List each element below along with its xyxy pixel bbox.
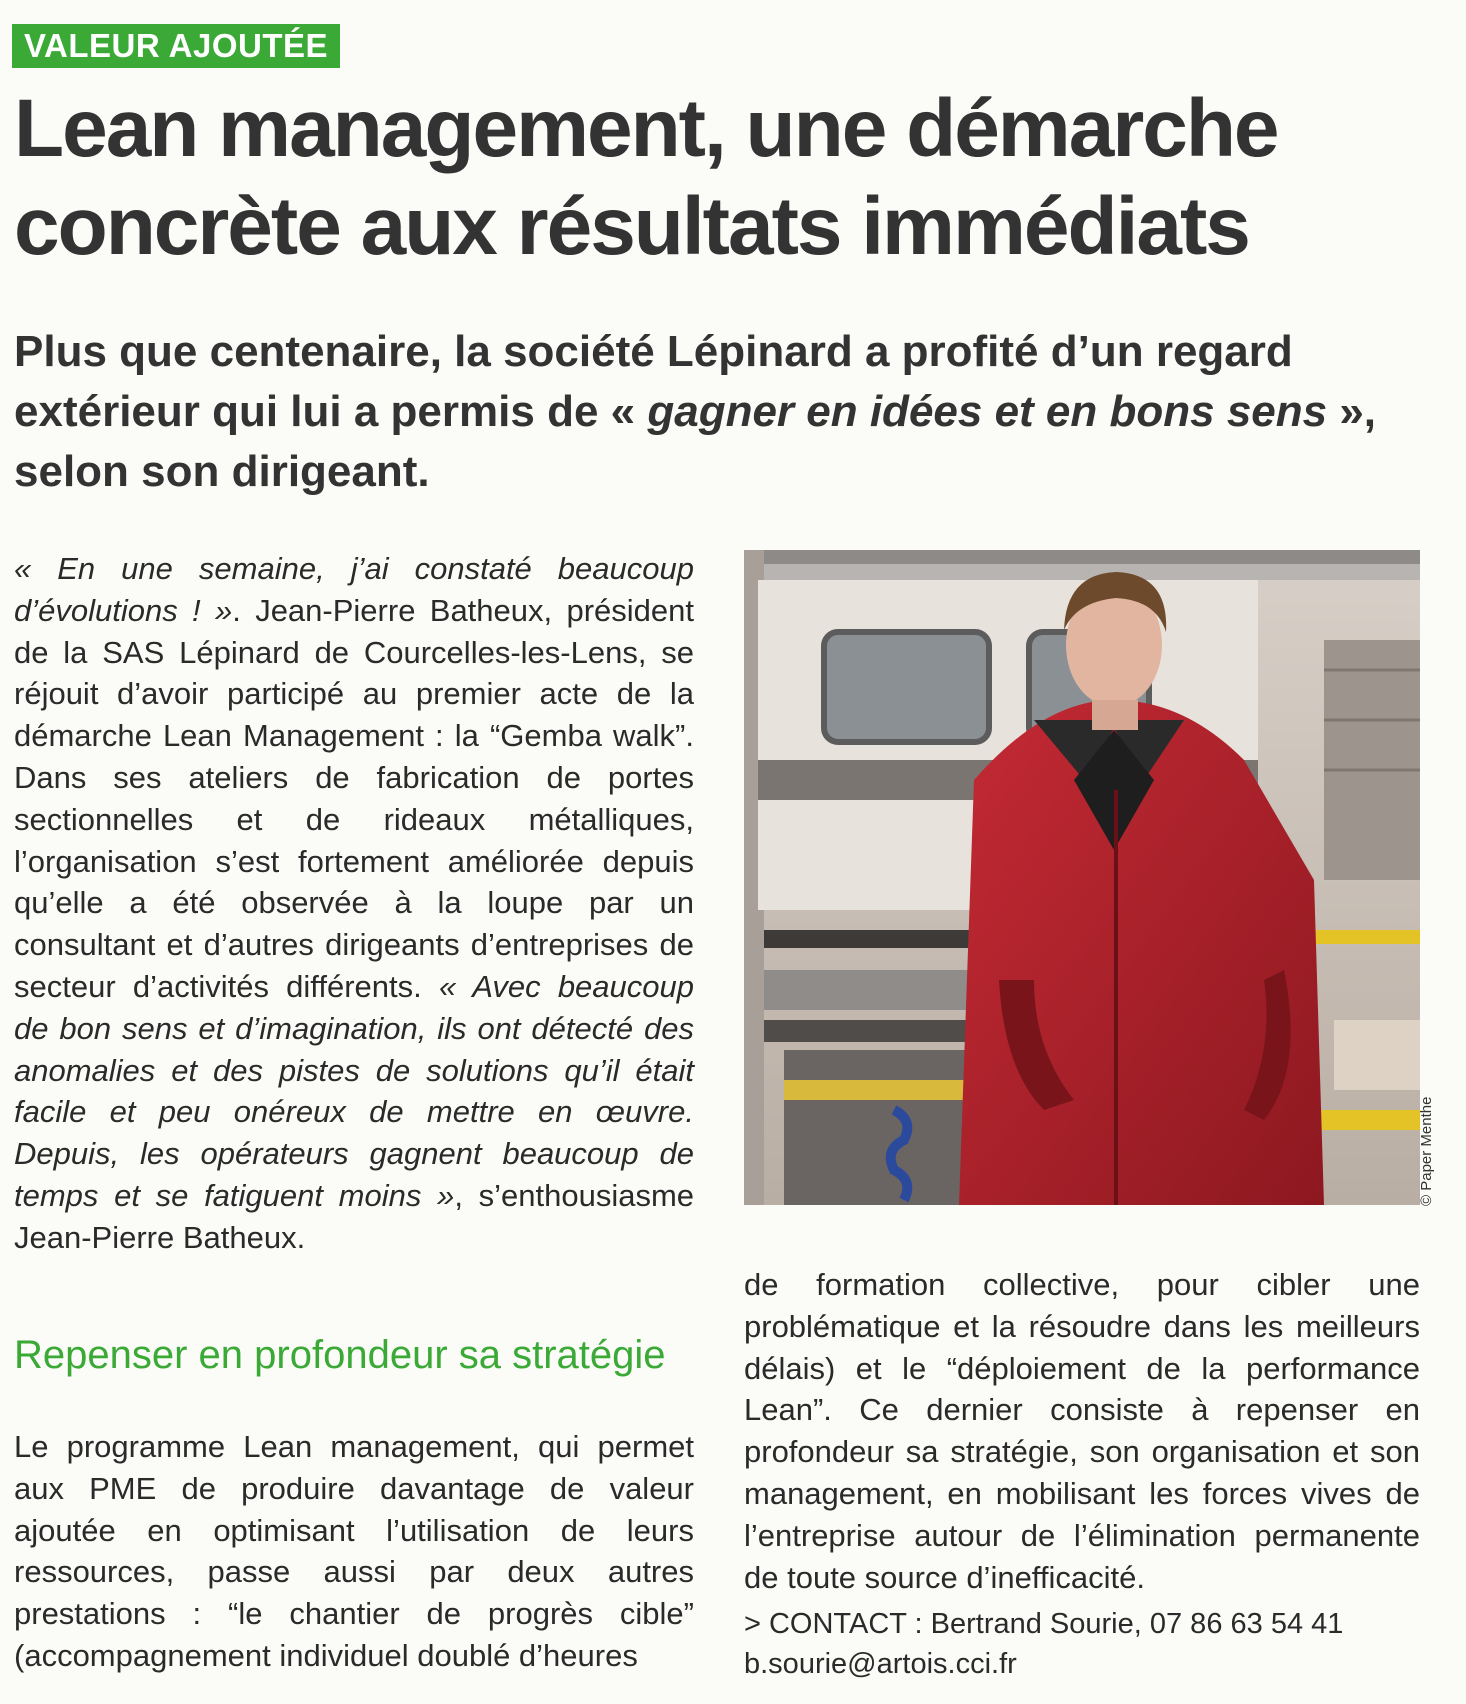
- contact-block: [744, 1604, 1434, 1684]
- body-column-left-bottom: [14, 1426, 694, 1677]
- body-text: . Jean-Pierre Batheux, président de la SAS Lépinard de Courcelles-les-Lens, se réjouit d’avoir participé au premier acte de la démarche Lean Management : la “Gemba walk”. Dans ses ateliers de fabrication de portes sectionnelles et de rideaux métalliques, l’organisation s’est fortement améliorée depuis qu’elle a été observée à la loupe par un consultant et d’autres dirigeants d’entreprises de secteur d’activités différents.: [14, 592, 694, 1004]
- director-quote: « Avec beaucoup de bon sens et d’imagination, ils ont détecté des anomalies et des pistes de solutions qu’il était facile et peu onéreux de mettre en œuvre. Depuis, les opérateurs gagnent beaucoup de temps et se fatiguent moins »: [14, 968, 694, 1213]
- headline-line-2: concrète aux résultats immédiats: [14, 181, 1249, 272]
- article-photo: [744, 550, 1420, 1205]
- article-headline: [14, 80, 1444, 276]
- section-subheading: Repenser en profondeur sa stratégie: [14, 1333, 666, 1377]
- photo-credit: © Paper Menthe: [1418, 1096, 1435, 1206]
- contact-email: b.sourie@artois.cci.fr: [744, 1648, 1017, 1680]
- body-paragraph-2-continued: de formation collective, pour cibler une problématique et la résoudre dans les meilleurs délais) et le “déploiement de la performance Lean”. Ce dernier consiste à repenser en profondeur sa stratégie, son organisation et son management, en mobilisant les forces vives de l’entreprise autour de l’élimination permanente de toute source d’inefficacité.: [744, 1267, 1420, 1595]
- body-column-left-top: [14, 548, 694, 1259]
- body-text-end: , s’enthousiasme Jean-Pierre Batheux.: [14, 1177, 695, 1255]
- body-column-right: [744, 1264, 1420, 1598]
- standfirst-text-1: Plus que centenaire, la société Lépinard a profité d’un regard extérieur qui lui a permis de «: [14, 327, 1293, 436]
- body-paragraph-2: Le programme Lean management, qui permet aux PME de produire davantage de valeur ajoutée en optimisant l’utilisation de leurs ressources, passe aussi par deux autres prestations : “le chantier de progrès cible” (accompagnement individuel doublé d’heures: [14, 1429, 694, 1673]
- factory-portrait-image: [744, 550, 1420, 1205]
- standfirst-quote: gagner en idées et en bons sens: [647, 387, 1328, 436]
- article-standfirst: [14, 322, 1444, 502]
- opening-quote: « En une semaine, j’ai constaté beaucoup d’évolutions ! »: [14, 551, 694, 628]
- headline-line-1: Lean management, une démarche: [14, 83, 1278, 174]
- section-kicker: VALEUR AJOUTÉE: [12, 24, 340, 68]
- contact-line: > CONTACT : Bertrand Sourie, 07 86 63 54 41: [744, 1608, 1344, 1640]
- standfirst-text-2: », selon son dirigeant.: [14, 387, 1377, 496]
- body-paragraph-1: [14, 548, 694, 1259]
